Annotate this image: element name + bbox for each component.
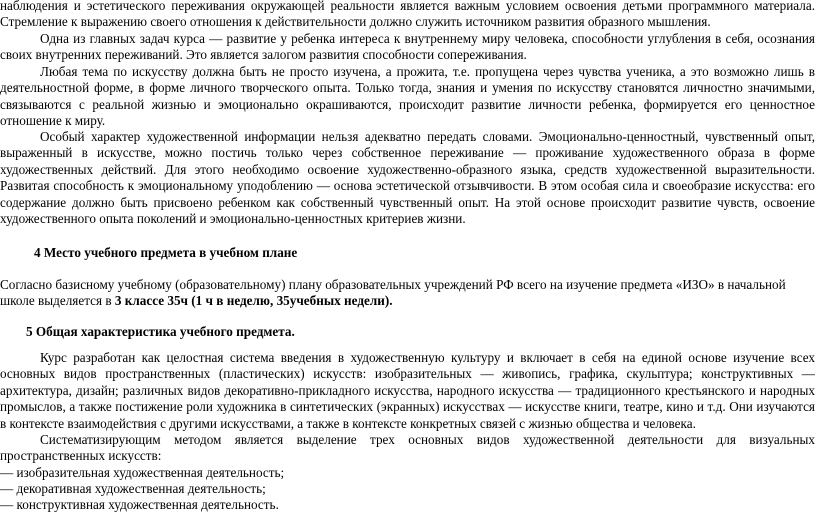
paragraph-course-system: Курс разработан как целостная система введения в художественную культуру и включает в себя на единой основе изучение всех основных видов пространственных (пластических) искусств: изобразительных — живопись, графика, скульптура; конструктивных — архитектура, дизайн; различных видов декоративно-прикладного искусства, народного искусства — традиционного крестьянского и народных промыслов, а также постижение роли художника в синтетических (экранных) искусствах — искусстве книги, театре, кино и т.д. Они изучаются в контексте взаимодействия с другими искусствами, а также в контексте конкретных связей с жизнью общества и человека. — [0, 350, 815, 431]
paragraph-main-task: Одна из главных задач курса — развитие у ребенка интереса к внутреннему миру человека, способности углубления в себя, осознания своих внутренних переживаний. Это является залогом развития способности сопереживания. — [0, 31, 815, 63]
paragraph-art-theme: Любая тема по искусству должна быть не просто изучена, а прожита, т.е. пропущена через чувства ученика, а это возможно лишь в деятельностной форме, в форме личного творческого опыта. Только тогда, знания и умения по искусству становятся личностно значимыми, связываются с реальной жизнью и эмоционально окрашиваются, происходит развитие личности ребенка, формируется его ценностное отношение к миру. — [0, 64, 815, 129]
section-4-text — [0, 277, 815, 310]
list-item: — декоративная художественная деятельность; — [0, 481, 266, 496]
list-item: — изобразительная художественная деятельность; — [0, 465, 285, 480]
section-4-text-start: Согласно базисному учебному (образовательному) плану образовательных учреждений РФ всего на изучение предмета «ИЗО» в начальной школе выделяется в — [0, 277, 786, 309]
section-4-text-end: . — [389, 293, 393, 309]
section-5-heading: 5 Общая характеристика учебного предмета. — [26, 324, 295, 339]
paragraph-art-information: Особый характер художественной информации нельзя адекватно передать словами. Эмоционально-ценностный, чувственный опыт, выраженный в искусстве, можно постичь только через собственное переживание — проживание художественного образа в форме художественных действий. Для этого необходимо освоение художественно-образного языка, средств художественной выразительности. Развитая способность к эмоциональному уподоблению — основа эстетической отзывчивости. В этом особая сила и своеобразие искусства: его содержание должно быть присвоено ребенком как собственный чувственный опыт. На этой основе происходит развитие чувств, освоение художественного опыта поколений и эмоционально-ценностных критериев жизни. — [0, 129, 815, 227]
paragraph-method: Систематизирующим методом является выделение трех основных видов художественной деятельности для визуальных пространственных искусств: — [0, 432, 815, 464]
section-4-hours: 3 классе 35ч (1 ч в неделю, 35учебных недели) — [114, 293, 390, 309]
paragraph-perception: наблюдения и эстетического переживания окружающей реальности является важным условием освоения детьми программного материала. Стремление к выражению своего отношения к действительности должно служить источником развития образного мышления. — [0, 0, 815, 30]
list-item: — конструктивная художественная деятельность. — [0, 497, 279, 512]
section-4-heading: 4 Место учебного предмета в учебном плане — [34, 245, 298, 260]
